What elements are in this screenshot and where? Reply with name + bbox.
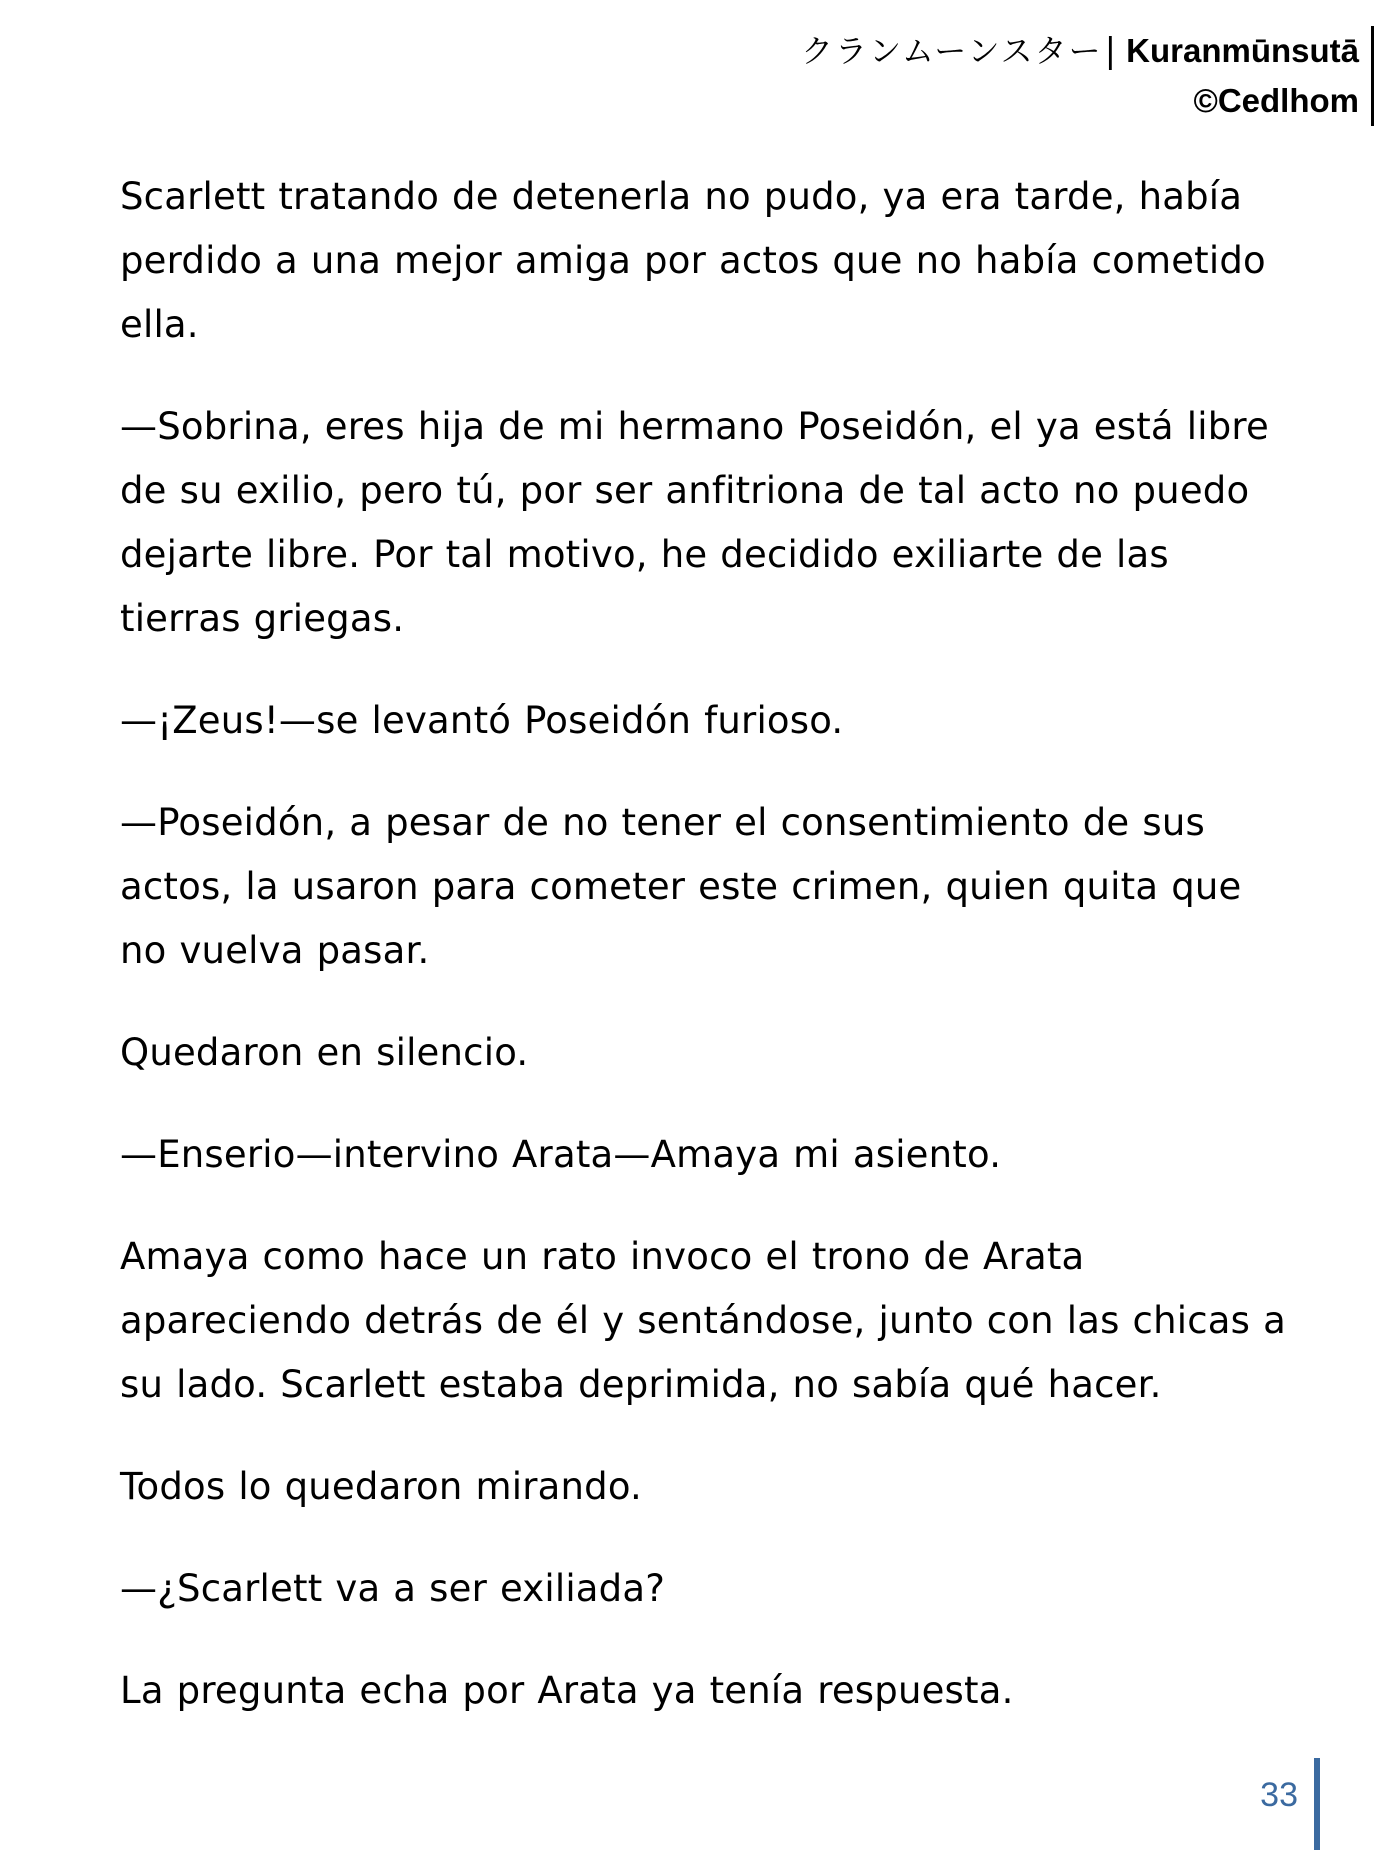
page-header (801, 26, 1374, 126)
header-copyright: ©Cedlhom (1193, 82, 1359, 119)
paragraph: La pregunta echa por Arata ya tenía respuesta. (120, 1669, 1014, 1712)
paragraph: —Enserio—intervino Arata—Amaya mi asiento. (120, 1133, 1002, 1176)
header-separator: | (1104, 31, 1117, 71)
paragraph: Quedaron en silencio. (120, 1031, 529, 1074)
paragraph: —¿Scarlett va a ser exiliada? (120, 1567, 666, 1610)
paragraph: Scarlett tratando de detenerla no pudo, ya era tarde, había perdido a una mejor amiga por actos que no había cometido ella. (120, 175, 1266, 346)
header-vertical-rule (1371, 26, 1374, 126)
header-title-line (801, 26, 1359, 76)
page-number-rule (1314, 1758, 1320, 1850)
paragraph: Todos lo quedaron mirando. (120, 1465, 642, 1508)
header-romaji-title: Kuranmūnsutā (1126, 32, 1359, 69)
paragraph: —Poseidón, a pesar de no tener el consentimiento de sus actos, la usaron para cometer este crimen, quien quita que no vuelva pasar. (120, 801, 1242, 972)
paragraph: —¡Zeus!—se levantó Poseidón furioso. (120, 699, 844, 742)
paragraph: —Sobrina, eres hija de mi hermano Poseidón, el ya está libre de su exilio, pero tú, por ser anfitriona de tal acto no puedo dejarte libre. Por tal motivo, he decidido exiliarte de las tierras griegas. (120, 405, 1269, 640)
header-text (801, 26, 1371, 126)
page-footer (1260, 1758, 1320, 1850)
header-japanese-title: クランムーンスター (801, 32, 1103, 70)
page-number: 33 (1260, 1776, 1298, 1814)
paragraph: Amaya como hace un rato invoco el trono de Arata apareciendo detrás de él y sentándose, junto con las chicas a su lado. Scarlett estaba deprimida, no sabía qué hacer. (120, 1235, 1286, 1406)
body-text (120, 165, 1300, 1761)
